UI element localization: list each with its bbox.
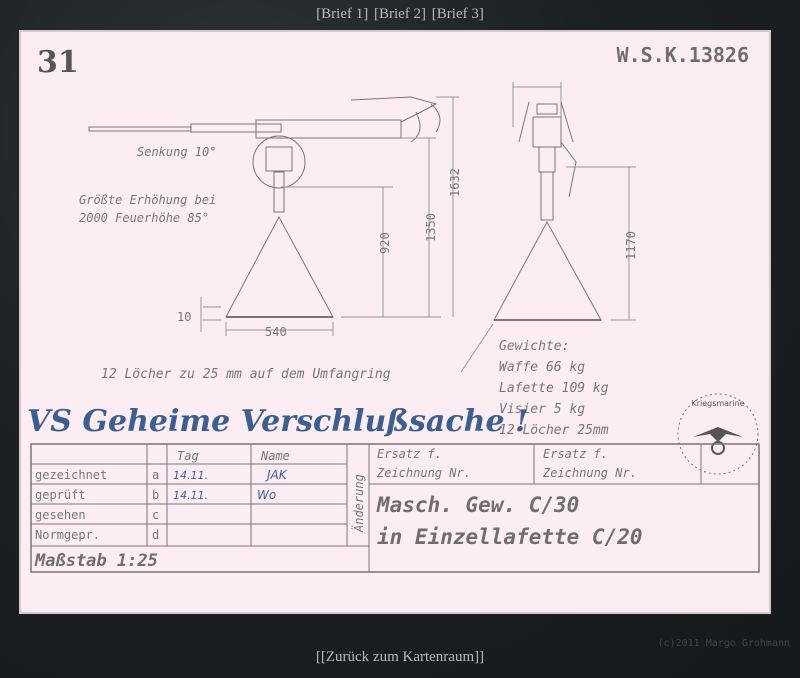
drawing-code: W.S.K.13826 <box>616 43 749 67</box>
weight-waffe: Waffe 66 kg <box>499 360 586 375</box>
dim-10: 10 <box>177 310 192 324</box>
gun-side-view <box>89 97 440 317</box>
technical-drawing <box>21 32 769 612</box>
weight-visier: Visier 5 kg <box>499 402 586 417</box>
ersatz-2-line-1: Ersatz f. <box>543 447 609 461</box>
dim-1170: 1170 <box>624 231 638 260</box>
row-tag-b: 14.11. <box>173 489 208 502</box>
side-dimensions <box>177 97 462 339</box>
row-label-gesehen: gesehen <box>35 508 86 522</box>
secret-stamp: VS Geheime Verschlußsache ! <box>27 404 529 439</box>
row-name-a: JAK <box>267 468 287 482</box>
row-tag-a: 14.11. <box>173 469 208 482</box>
brief-2-link[interactable]: [Brief 2] <box>373 6 427 22</box>
back-to-map-room-link[interactable]: [[Zurück zum Kartenraum]] <box>315 649 485 665</box>
technical-drawing-card <box>19 30 771 614</box>
dim-1632: 1632 <box>448 168 462 197</box>
seal-text: Kriegsmarine <box>691 399 745 408</box>
brief-1-link[interactable]: [Brief 1] <box>316 6 369 22</box>
gun-front-view <box>494 82 638 320</box>
row-letter-c: c <box>152 508 160 522</box>
row-name-b: Wo <box>257 488 277 502</box>
drawing-title-line-2: in Einzellafette C/20 <box>377 525 643 549</box>
top-navigation <box>0 6 800 23</box>
dim-1350: 1350 <box>424 213 438 242</box>
aenderung-label: Änderung <box>352 474 366 532</box>
drawing-number: 31 <box>37 45 79 80</box>
row-label-geprueft: geprüft <box>35 488 86 502</box>
weight-holes: 12 Löcher 25mm <box>499 423 609 438</box>
weights-title: Gewichte: <box>499 339 570 354</box>
bottom-navigation <box>0 649 800 666</box>
holes-note: 12 Löcher zu 25 mm auf dem Umfangring <box>101 367 391 382</box>
copyright-text: (c)2011 Margo Grohmann <box>657 638 790 649</box>
row-label-gezeichnet: gezeichnet <box>35 468 108 482</box>
ersatz-1-line-1: Ersatz f. <box>377 447 443 461</box>
row-letter-a: a <box>152 468 160 482</box>
row-letter-b: b <box>152 488 160 502</box>
drawing-title-line-1: Masch. Gew. C/30 <box>377 493 580 517</box>
col-name: Name <box>261 449 290 463</box>
weight-lafette: Lafette 109 kg <box>499 381 609 396</box>
dim-920: 920 <box>378 232 392 254</box>
col-tag: Tag <box>177 449 199 463</box>
row-letter-d: d <box>152 528 160 542</box>
dim-540: 540 <box>265 325 287 339</box>
brief-3-link[interactable]: [Brief 3] <box>431 6 484 22</box>
ersatz-1-line-2: Zeichnung Nr. <box>377 466 471 480</box>
elevation-line-1: Größte Erhöhung bei <box>79 193 217 207</box>
eagle-seal-icon <box>678 394 758 474</box>
scale-label: Maßstab 1:25 <box>35 551 158 571</box>
senkung-label: Senkung 10° <box>137 145 217 159</box>
elevation-line-2: 2000 Feuerhöhe 85° <box>79 211 210 225</box>
row-label-normgepr: Normgepr. <box>35 528 101 542</box>
ersatz-2-line-2: Zeichnung Nr. <box>543 466 637 480</box>
